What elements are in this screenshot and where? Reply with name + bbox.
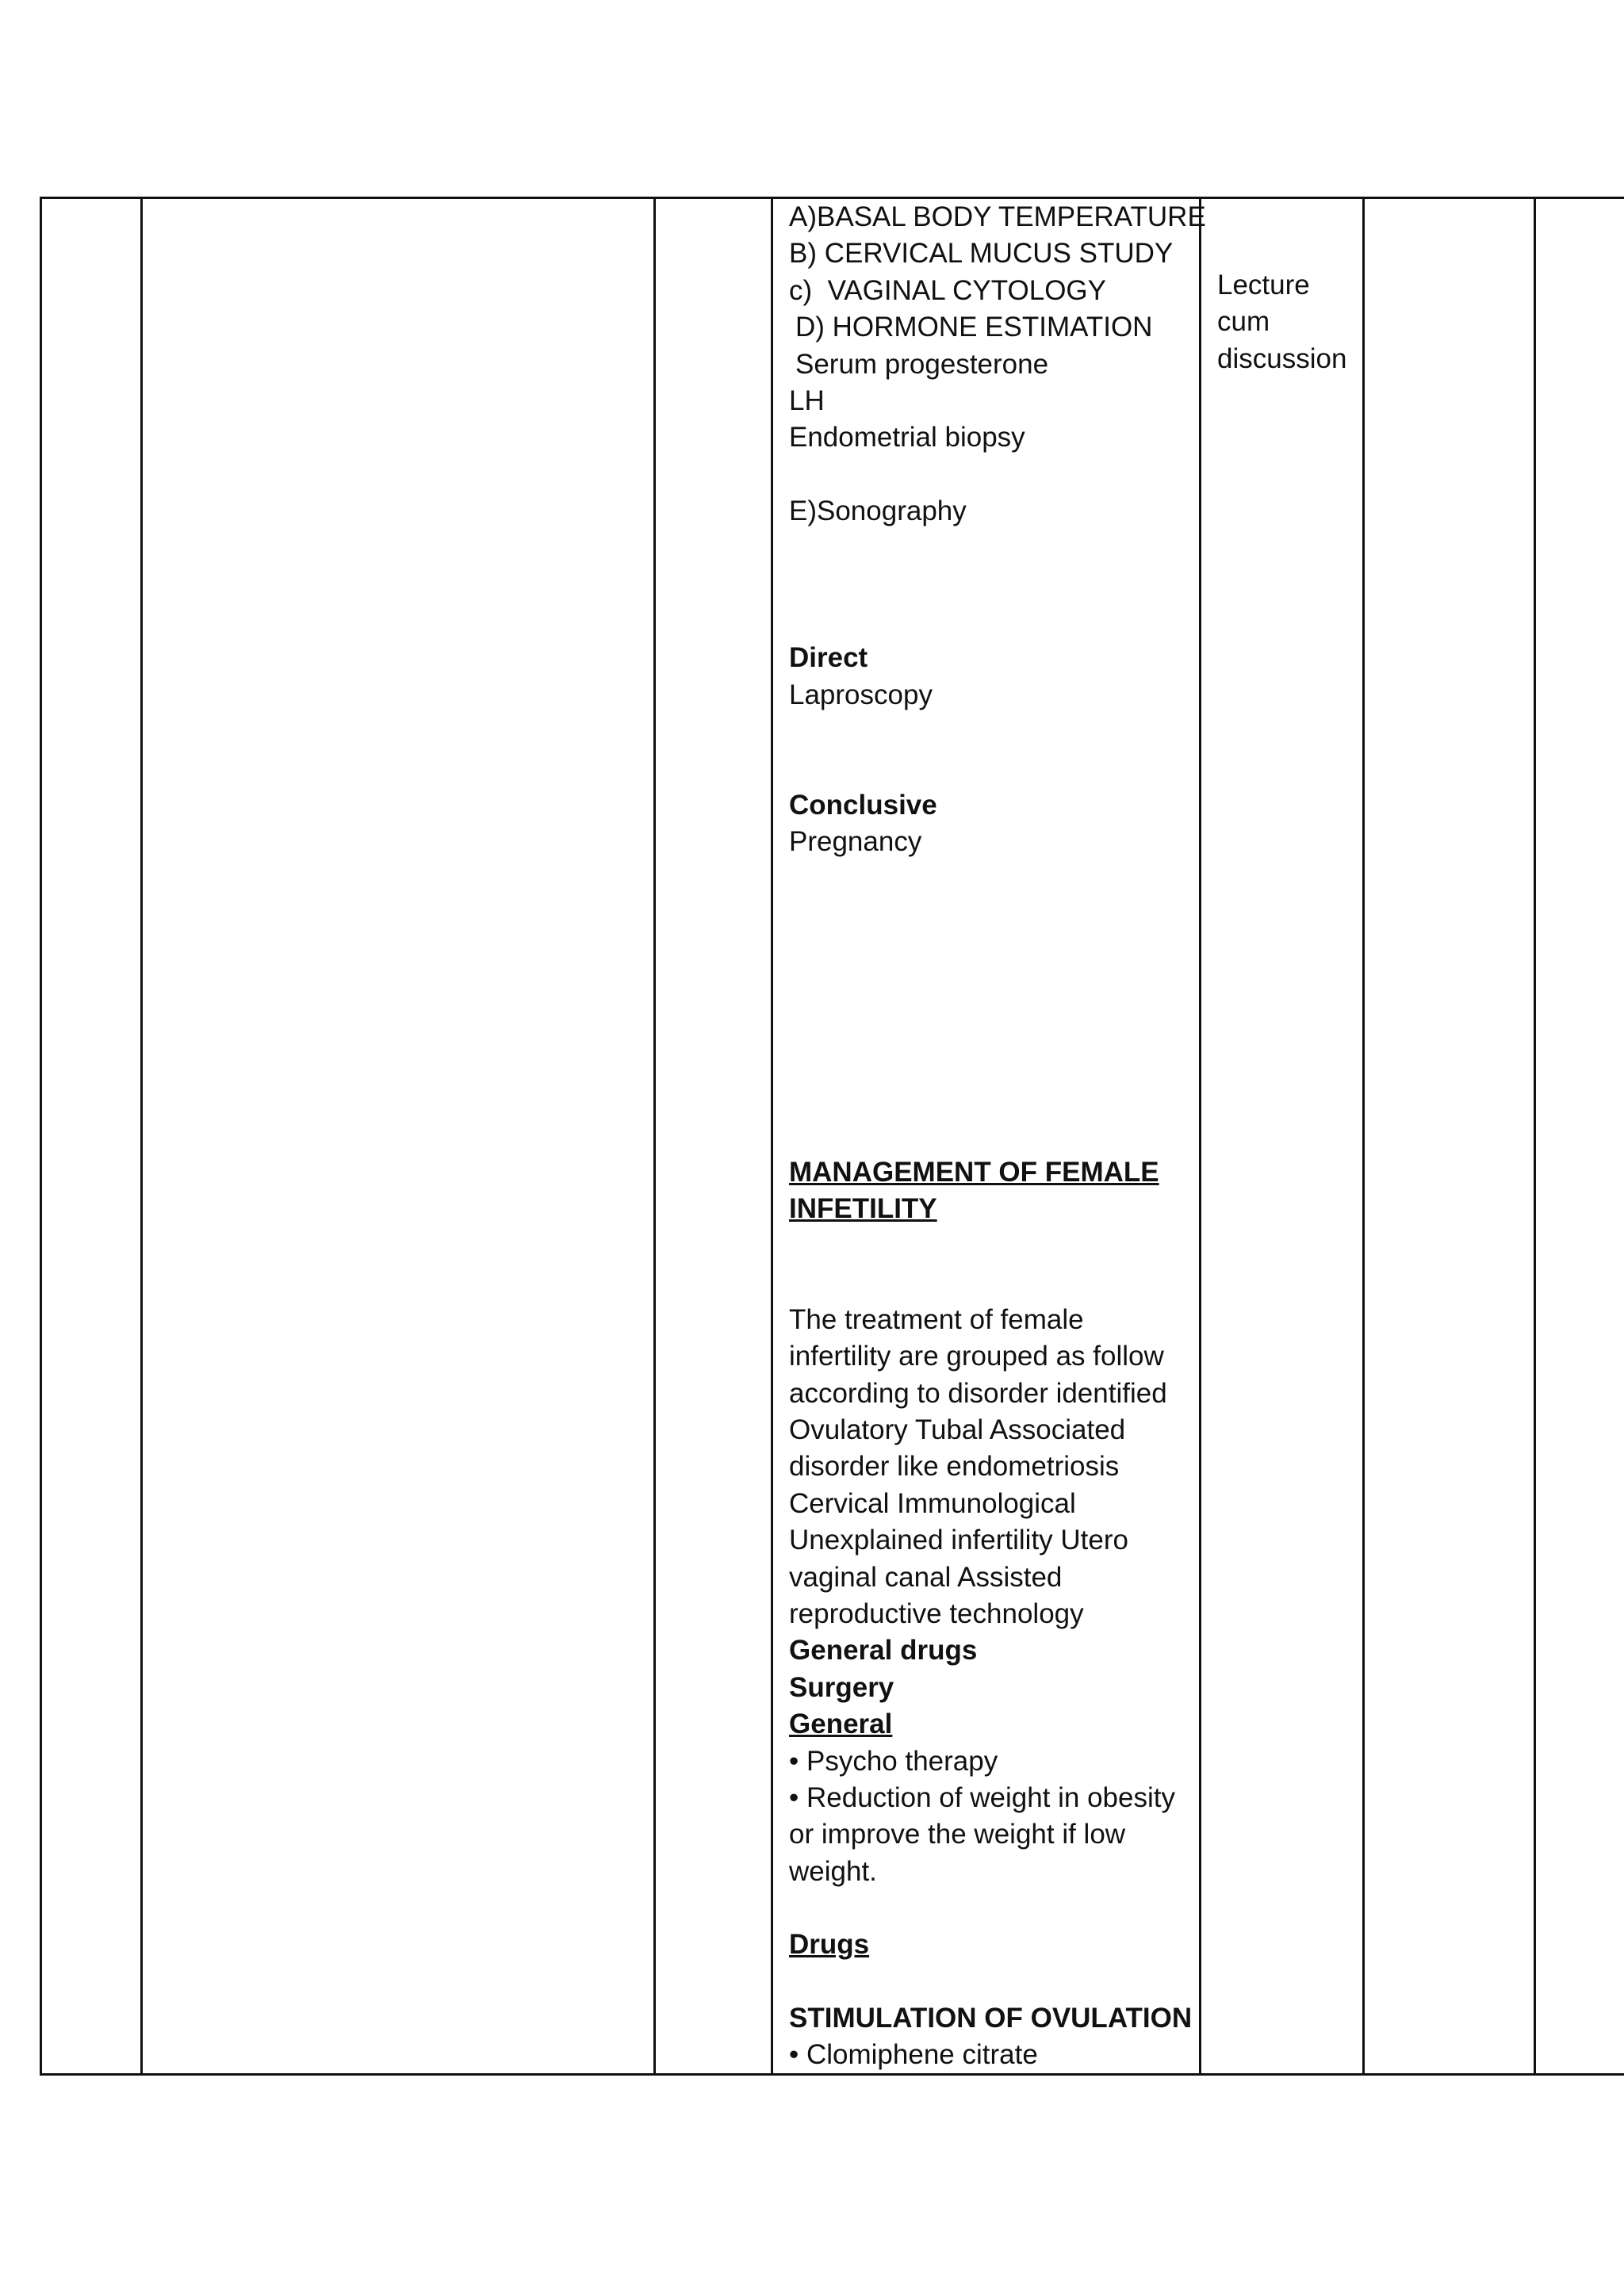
content-line: infertility are grouped as follow — [789, 1341, 1164, 1372]
spacer — [789, 861, 1189, 1154]
section-heading-conclusive: Conclusive — [789, 790, 937, 821]
section-heading-management: MANAGEMENT OF FEMALE — [789, 1156, 1159, 1188]
spacer — [789, 1228, 1189, 1302]
section-heading-management: INFETILITY — [789, 1193, 937, 1225]
section-heading-general-drugs: General drugs — [789, 1635, 978, 1667]
section-heading-surgery: Surgery — [789, 1671, 894, 1703]
content-line: c) VAGINAL CYTOLOGY — [789, 274, 1107, 306]
content-line: according to disorder identified — [789, 1377, 1167, 1409]
content-line: A)BASAL BODY TEMPERATURE — [789, 201, 1206, 232]
spacer — [789, 1890, 1189, 1927]
content-line: Laproscopy — [789, 679, 933, 710]
content-line: B) CERVICAL MUCUS STUDY — [789, 238, 1174, 270]
table-cell-content — [772, 198, 1206, 2075]
section-heading-drugs: Drugs — [789, 1929, 870, 1961]
content-line: Unexplained infertility Utero — [789, 1525, 1128, 1556]
content-line: reproductive technology — [789, 1598, 1084, 1629]
content-line: E)Sonography — [789, 495, 967, 526]
content-line: D) HORMONE ESTIMATION — [795, 312, 1153, 343]
spacer — [789, 714, 1189, 787]
table-cell-time — [41, 198, 142, 2075]
bullet-item: • Clomiphene citrate — [789, 2037, 1189, 2073]
section-heading-general: General — [789, 1709, 893, 1740]
table-cell-method — [1201, 198, 1364, 2075]
content-line: Pregnancy — [789, 826, 922, 858]
content-line: Ovulatory Tubal Associated — [789, 1414, 1126, 1445]
method-line: cum — [1217, 306, 1270, 338]
table-cell-av-aids — [1364, 198, 1535, 2075]
method-line: Lecture — [1217, 270, 1310, 300]
content-line: weight. — [789, 1855, 877, 1887]
table-cell-evaluation — [1535, 198, 1624, 2075]
spacer — [789, 1964, 1189, 2000]
method-line: discussion — [1217, 342, 1347, 374]
spacer — [789, 530, 1189, 640]
section-heading-stimulation: STIMULATION OF OVULATION — [789, 2002, 1193, 2034]
content-text — [773, 199, 1206, 2073]
spacer — [789, 457, 1189, 493]
teaching-method-text — [1201, 199, 1362, 377]
lesson-plan-table — [40, 197, 1624, 2076]
content-line: vaginal canal Assisted — [789, 1561, 1063, 1593]
table-row — [41, 198, 1624, 2075]
content-line: Serum progesterone — [795, 348, 1049, 380]
section-heading-direct: Direct — [789, 642, 868, 674]
content-line: Endometrial biopsy — [789, 422, 1025, 453]
content-line: or improve the weight if low — [789, 1819, 1126, 1850]
table-cell-duration — [655, 198, 772, 2075]
bullet-item: • Psycho therapy — [789, 1743, 1189, 1780]
bullet-item: • Reduction of weight in obesity — [789, 1780, 1189, 1816]
content-line: disorder like endometriosis — [789, 1451, 1120, 1483]
content-line: Cervical Immunological — [789, 1487, 1076, 1519]
content-line: LH — [789, 385, 825, 417]
table-cell-objectives — [142, 198, 655, 2075]
content-line: The treatment of female — [789, 1303, 1084, 1335]
